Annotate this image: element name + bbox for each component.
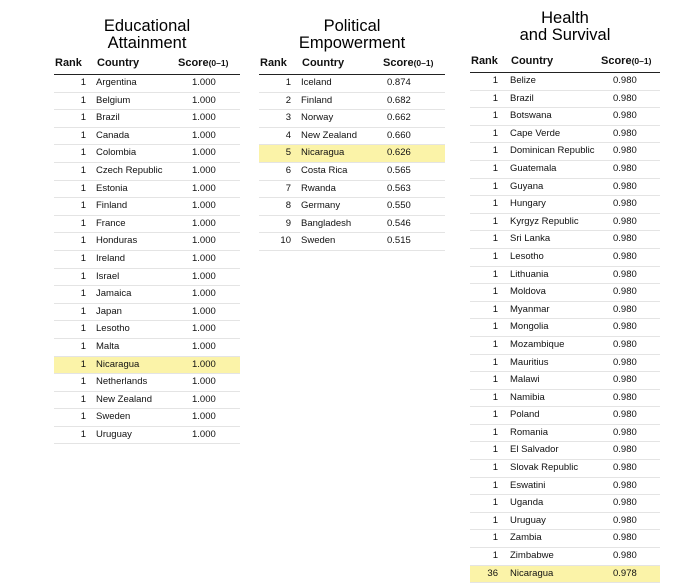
score-cell: 0.980: [613, 92, 637, 104]
rank-header: Rank: [471, 55, 498, 67]
score-cell: 0.980: [613, 286, 637, 298]
table-row: [470, 425, 660, 443]
score-cell: 0.980: [613, 127, 637, 139]
rank-cell: 1: [80, 376, 86, 388]
country-cell: Mongolia: [510, 321, 549, 333]
rank-header: Rank: [260, 57, 287, 69]
score-cell: 1.000: [192, 112, 216, 124]
rank-cell: 1: [80, 411, 86, 423]
country-cell: Moldova: [510, 286, 546, 298]
rank-cell: 1: [80, 358, 86, 370]
score-cell: 0.978: [613, 567, 637, 579]
country-cell: Sweden: [96, 411, 131, 423]
table-row: [259, 93, 445, 111]
score-cell: 0.980: [613, 444, 637, 456]
country-cell: New Zealand: [96, 393, 152, 405]
country-cell: New Zealand: [301, 129, 357, 141]
table-row: [470, 302, 660, 320]
table-header: [470, 52, 660, 73]
score-cell: 0.980: [613, 479, 637, 491]
table-row: [470, 161, 660, 179]
score-header: Score(0–1): [178, 57, 229, 69]
score-cell: 1.000: [192, 94, 216, 106]
rank-cell: 1: [492, 479, 498, 491]
country-cell: Belgium: [96, 94, 131, 106]
country-cell: Brazil: [96, 112, 120, 124]
country-header: Country: [511, 55, 554, 67]
score-header: Score(0–1): [383, 57, 434, 69]
table-body: [259, 75, 445, 251]
country-cell: Sri Lanka: [510, 233, 551, 245]
panel-title-line2: Empowerment: [298, 34, 406, 52]
rank-cell: 1: [80, 323, 86, 335]
table-row: [259, 163, 445, 181]
rank-cell: 1: [80, 340, 86, 352]
score-cell: 1.000: [192, 164, 216, 176]
rank-cell: 1: [80, 182, 86, 194]
country-cell: Japan: [96, 305, 122, 317]
panel-title-line1: Health: [541, 9, 589, 27]
ranking-table: [54, 54, 240, 444]
country-cell: Honduras: [96, 235, 138, 247]
panel-title-line2: and Survival: [519, 26, 611, 44]
rank-cell: 1: [492, 550, 498, 562]
country-cell: Costa Rica: [301, 164, 348, 176]
country-cell: Slovak Republic: [510, 462, 579, 474]
rank-cell: 1: [80, 129, 86, 141]
highlighted-table-row: [470, 566, 660, 583]
country-cell: Romania: [510, 426, 549, 438]
rank-cell: 1: [492, 532, 498, 544]
rank-cell: 5: [285, 147, 291, 159]
score-cell: 1.000: [192, 235, 216, 247]
table-row: [470, 73, 660, 91]
score-cell: 1.000: [192, 428, 216, 440]
country-cell: Hungary: [510, 198, 546, 210]
table-row: [470, 249, 660, 267]
score-cell: 1.000: [192, 147, 216, 159]
rank-cell: 1: [492, 180, 498, 192]
country-cell: Brazil: [510, 92, 534, 104]
table-row: [259, 198, 445, 216]
rank-cell: 1: [80, 235, 86, 247]
country-cell: Lithuania: [510, 268, 549, 280]
rank-cell: 1: [492, 462, 498, 474]
rank-cell: 8: [285, 200, 291, 212]
educational-attainment-panel: [54, 0, 240, 440]
country-cell: El Salvador: [510, 444, 559, 456]
country-header: Country: [97, 57, 140, 69]
rank-cell: 1: [80, 112, 86, 124]
table-row: [259, 233, 445, 251]
panel-title-line1: Educational: [103, 17, 191, 35]
country-cell: Zimbabwe: [510, 550, 554, 562]
country-cell: Colombia: [96, 147, 137, 159]
table-row: [54, 216, 240, 234]
score-cell: 0.980: [613, 250, 637, 262]
rank-cell: 1: [492, 514, 498, 526]
country-cell: Israel: [96, 270, 120, 282]
table-row: [54, 427, 240, 445]
table-row: [470, 284, 660, 302]
table-row: [470, 460, 660, 478]
table-row: [470, 548, 660, 566]
rank-cell: 1: [492, 250, 498, 262]
table-row: [54, 269, 240, 287]
score-cell: 1.000: [192, 288, 216, 300]
table-row: [470, 372, 660, 390]
country-cell: Belize: [510, 75, 536, 86]
rank-cell: 1: [492, 127, 498, 139]
score-cell: 0.980: [613, 198, 637, 210]
rank-cell: 1: [80, 270, 86, 282]
country-header: Country: [302, 57, 345, 69]
table-row: [54, 145, 240, 163]
table-body: [54, 75, 240, 444]
table-row: [259, 128, 445, 146]
score-cell: 0.515: [387, 235, 411, 247]
table-row: [54, 374, 240, 392]
country-cell: Ireland: [96, 252, 126, 264]
rank-cell: 1: [80, 200, 86, 212]
table-row: [54, 128, 240, 146]
score-cell: 0.662: [387, 112, 411, 124]
rank-cell: 1: [80, 164, 86, 176]
table-row: [470, 513, 660, 531]
table-row: [54, 181, 240, 199]
table-row: [54, 198, 240, 216]
table-row: [470, 91, 660, 109]
table-row: [470, 126, 660, 144]
rank-cell: 1: [492, 233, 498, 245]
table-row: [54, 110, 240, 128]
country-cell: Myanmar: [510, 303, 550, 315]
rank-cell: 9: [285, 217, 291, 229]
country-cell: Malawi: [510, 374, 540, 386]
score-cell: 0.980: [613, 303, 637, 315]
table-row: [470, 196, 660, 214]
score-cell: 0.682: [387, 94, 411, 106]
rank-cell: 1: [492, 374, 498, 386]
country-cell: Cape Verde: [510, 127, 561, 139]
table-row: [470, 442, 660, 460]
highlighted-table-row: [259, 145, 445, 163]
score-cell: 0.980: [613, 550, 637, 562]
rank-cell: 1: [492, 444, 498, 456]
rank-cell: 1: [492, 110, 498, 122]
rank-cell: 1: [492, 75, 498, 86]
score-cell: 0.550: [387, 200, 411, 212]
table-row: [54, 304, 240, 322]
country-cell: Lesotho: [96, 323, 130, 335]
country-cell: Lesotho: [510, 250, 544, 262]
rank-cell: 36: [487, 567, 498, 579]
rank-cell: 1: [80, 217, 86, 229]
panel-title-line2: Attainment: [107, 34, 187, 52]
country-cell: Czech Republic: [96, 164, 163, 176]
table-row: [470, 530, 660, 548]
score-header: Score(0–1): [601, 55, 652, 67]
score-cell: 0.980: [613, 532, 637, 544]
score-cell: 0.980: [613, 462, 637, 474]
score-cell: 1.000: [192, 411, 216, 423]
rank-cell: 4: [285, 129, 291, 141]
political-empowerment-panel: [259, 0, 445, 260]
score-cell: 0.980: [613, 75, 637, 86]
score-cell: 1.000: [192, 129, 216, 141]
country-cell: Jamaica: [96, 288, 132, 300]
score-cell: 0.980: [613, 409, 637, 421]
rank-cell: 1: [492, 286, 498, 298]
score-cell: 0.980: [613, 426, 637, 438]
score-cell: 1.000: [192, 182, 216, 194]
rank-cell: 1: [492, 198, 498, 210]
country-cell: Uruguay: [510, 514, 546, 526]
table-row: [54, 75, 240, 93]
ranking-table: [470, 52, 660, 583]
rank-cell: 1: [80, 252, 86, 264]
score-cell: 1.000: [192, 323, 216, 335]
table-row: [470, 108, 660, 126]
score-cell: 1.000: [192, 376, 216, 388]
country-cell: Germany: [301, 200, 341, 212]
rank-cell: 7: [285, 182, 291, 194]
score-cell: 1.000: [192, 217, 216, 229]
country-cell: Sweden: [301, 235, 336, 247]
country-cell: Botswana: [510, 110, 552, 122]
score-cell: 0.980: [613, 321, 637, 333]
country-cell: Eswatini: [510, 479, 546, 491]
country-cell: Mauritius: [510, 356, 549, 368]
table-row: [54, 233, 240, 251]
country-cell: Zambia: [510, 532, 542, 544]
rank-cell: 1: [492, 162, 498, 174]
rank-cell: 1: [80, 305, 86, 317]
country-cell: France: [96, 217, 126, 229]
rank-cell: 2: [285, 94, 291, 106]
table-header: [259, 54, 445, 75]
country-cell: Kyrgyz Republic: [510, 215, 579, 227]
score-cell: 1.000: [192, 358, 216, 370]
rank-cell: 1: [492, 321, 498, 333]
country-cell: Norway: [301, 112, 334, 124]
score-cell: 1.000: [192, 200, 216, 212]
country-cell: Uruguay: [96, 428, 132, 440]
country-cell: Namibia: [510, 391, 545, 403]
score-cell: 0.980: [613, 215, 637, 227]
country-cell: Rwanda: [301, 182, 336, 194]
table-row: [54, 392, 240, 410]
country-cell: Finland: [96, 200, 128, 212]
rank-cell: 3: [285, 112, 291, 124]
score-cell: 0.660: [387, 129, 411, 141]
score-cell: 0.980: [613, 233, 637, 245]
country-cell: Argentina: [96, 77, 137, 88]
panel-title: [470, 10, 660, 44]
rank-cell: 1: [492, 92, 498, 104]
table-row: [470, 231, 660, 249]
country-cell: Bangladesh: [301, 217, 352, 229]
score-cell: 0.980: [613, 514, 637, 526]
score-cell: 0.980: [613, 110, 637, 122]
table-row: [470, 355, 660, 373]
table-row: [259, 75, 445, 93]
rank-cell: 1: [492, 145, 498, 157]
rank-cell: 1: [80, 428, 86, 440]
table-row: [259, 181, 445, 199]
rank-cell: 1: [492, 356, 498, 368]
table-row: [259, 216, 445, 234]
highlighted-table-row: [54, 357, 240, 375]
score-cell: 0.980: [613, 497, 637, 509]
table-header: [54, 54, 240, 75]
panel-title: [54, 18, 240, 52]
table-row: [54, 251, 240, 269]
country-cell: Uganda: [510, 497, 544, 509]
ranking-table: [259, 54, 445, 251]
score-cell: 0.980: [613, 162, 637, 174]
score-cell: 0.546: [387, 217, 411, 229]
score-cell: 0.565: [387, 164, 411, 176]
table-row: [54, 93, 240, 111]
table-row: [259, 110, 445, 128]
country-cell: Netherlands: [96, 376, 148, 388]
table-row: [470, 390, 660, 408]
rank-cell: 1: [492, 338, 498, 350]
table-row: [470, 319, 660, 337]
country-cell: Nicaragua: [96, 358, 140, 370]
rank-cell: 1: [80, 288, 86, 300]
score-cell: 1.000: [192, 77, 216, 88]
country-cell: Estonia: [96, 182, 128, 194]
panel-title: [259, 18, 445, 52]
rank-cell: 6: [285, 164, 291, 176]
rank-cell: 1: [492, 497, 498, 509]
table-row: [54, 321, 240, 339]
table-row: [470, 407, 660, 425]
rank-cell: 1: [80, 94, 86, 106]
score-cell: 1.000: [192, 340, 216, 352]
table-row: [470, 478, 660, 496]
table-row: [470, 143, 660, 161]
score-cell: 1.000: [192, 393, 216, 405]
rank-cell: 1: [492, 426, 498, 438]
country-cell: Nicaragua: [510, 567, 554, 579]
rank-cell: 1: [80, 77, 86, 88]
country-cell: Malta: [96, 340, 120, 352]
score-cell: 0.980: [613, 391, 637, 403]
table-row: [470, 495, 660, 513]
rank-cell: 10: [280, 235, 291, 247]
rank-cell: 1: [492, 409, 498, 421]
table-row: [54, 339, 240, 357]
rank-cell: 1: [492, 215, 498, 227]
score-cell: 0.563: [387, 182, 411, 194]
rank-cell: 1: [492, 303, 498, 315]
score-cell: 0.980: [613, 268, 637, 280]
table-body: [470, 73, 660, 583]
score-cell: 1.000: [192, 270, 216, 282]
score-cell: 0.980: [613, 145, 637, 157]
rank-cell: 1: [80, 147, 86, 159]
country-cell: Canada: [96, 129, 130, 141]
rank-cell: 1: [492, 268, 498, 280]
country-cell: Guatemala: [510, 162, 557, 174]
country-cell: Iceland: [301, 77, 332, 88]
rank-header: Rank: [55, 57, 82, 69]
table-row: [470, 179, 660, 197]
country-cell: Guyana: [510, 180, 544, 192]
health-and-survival-panel: [470, 0, 660, 579]
score-cell: 0.980: [613, 356, 637, 368]
table-row: [54, 409, 240, 427]
country-cell: Poland: [510, 409, 540, 421]
country-cell: Finland: [301, 94, 333, 106]
score-cell: 0.980: [613, 374, 637, 386]
country-cell: Nicaragua: [301, 147, 345, 159]
score-cell: 0.626: [387, 147, 411, 159]
panel-title-line1: Political: [323, 17, 381, 35]
table-row: [54, 163, 240, 181]
table-row: [470, 214, 660, 232]
score-cell: 0.980: [613, 338, 637, 350]
table-row: [470, 267, 660, 285]
score-cell: 1.000: [192, 305, 216, 317]
country-cell: Dominican Republic: [510, 145, 595, 157]
rank-cell: 1: [80, 393, 86, 405]
score-cell: 0.980: [613, 180, 637, 192]
score-cell: 1.000: [192, 252, 216, 264]
country-cell: Mozambique: [510, 338, 565, 350]
rank-cell: 1: [285, 77, 291, 88]
score-cell: 0.874: [387, 77, 411, 88]
table-row: [54, 286, 240, 304]
table-row: [470, 337, 660, 355]
rank-cell: 1: [492, 391, 498, 403]
